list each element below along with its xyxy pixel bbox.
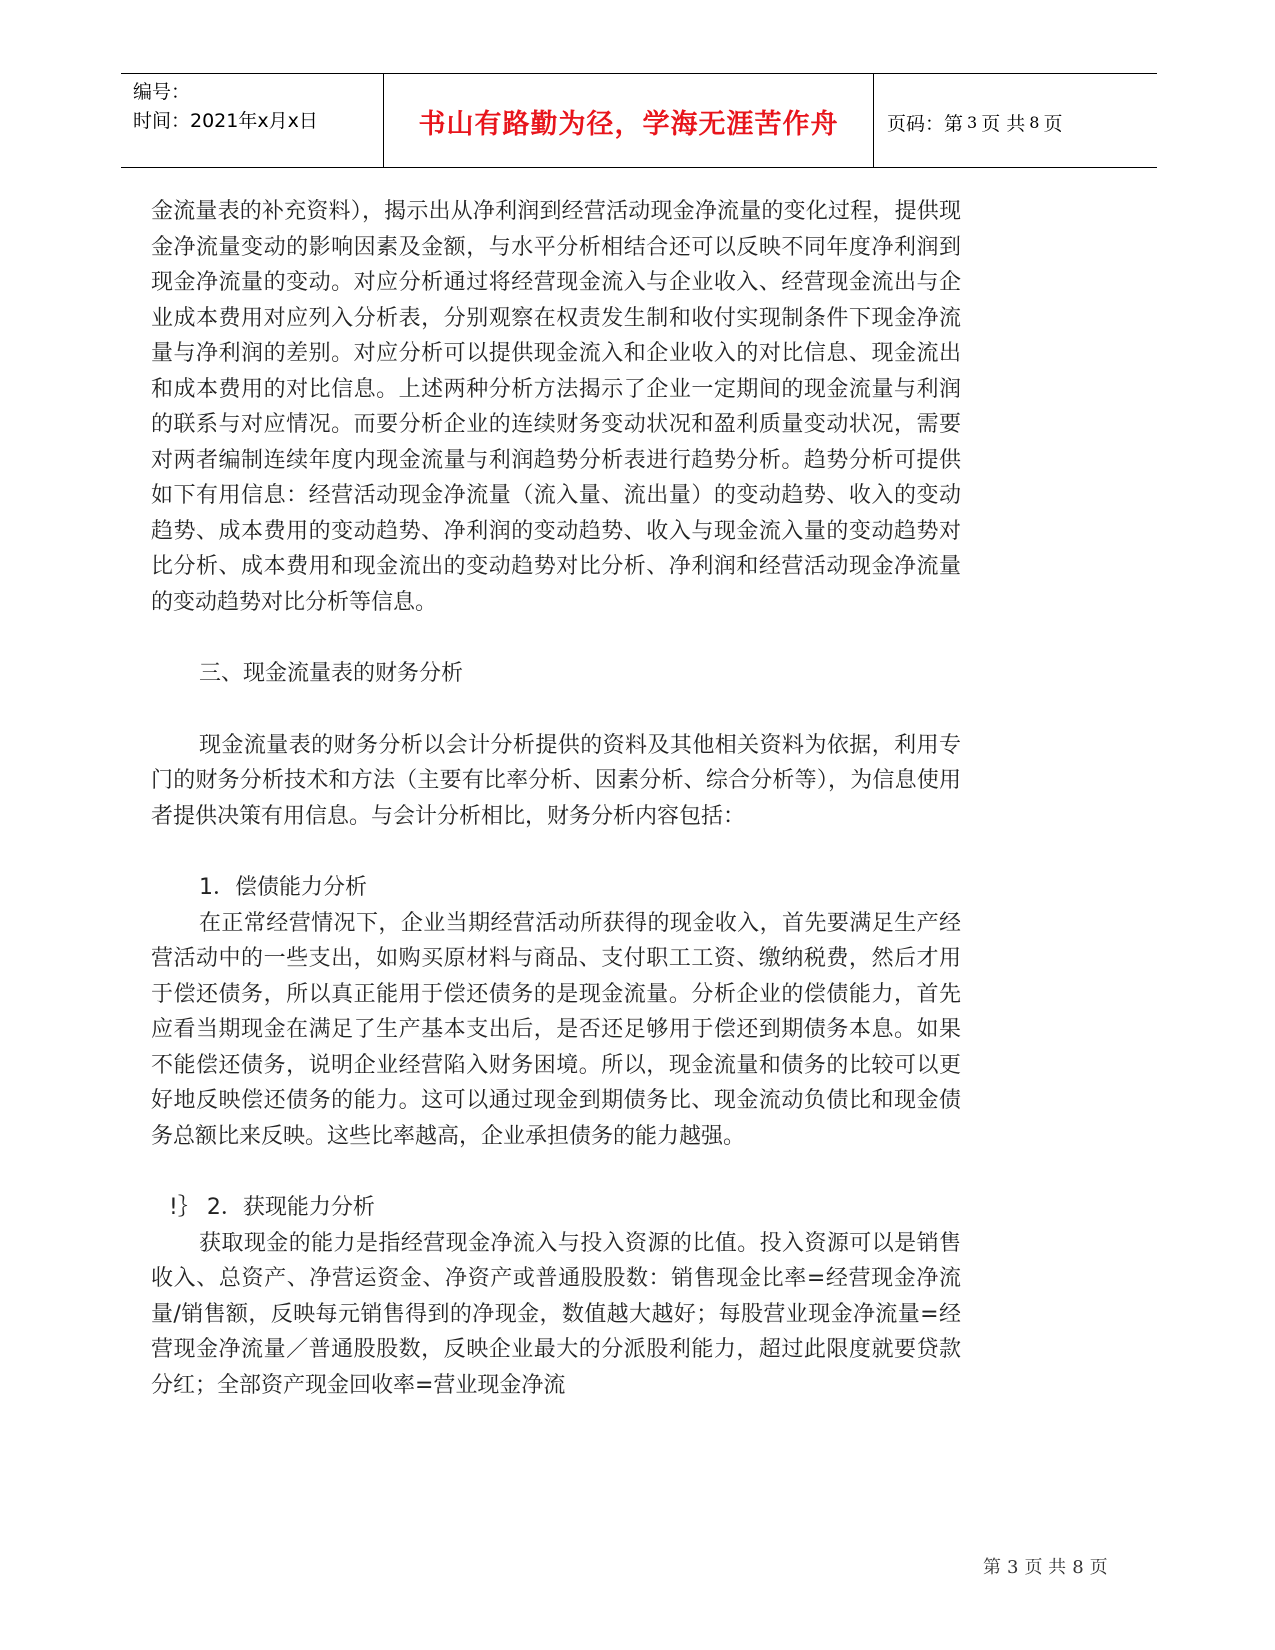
footer-suffix: 页 bbox=[1089, 1557, 1108, 1578]
header-page-mid: 页 共 bbox=[981, 113, 1026, 135]
header-page-info bbox=[874, 74, 1157, 167]
paragraph-cashflow-analysis: 金流量表的补充资料），揭示出从净利润到经营活动现金净流量的变化过程，提供现金净流量变动的影响因素及金额，与水平分析相结合还可以反映不同年度净利润到现金净流量的变动。对应分析通过将经营现金流入与企业收入、经营现金流出与企业成本费用对应列入分析表，分别观察在权责发生制和收付实现制条件下现金净流量与净利润的差别。对应分析可以提供现金流入和企业收入的对比信息、现金流出和成本费用的对比信息。上述两种分析方法揭示了企业一定期间的现金流量与利润的联系与对应情况。而要分析企业的连续财务变动状况和盈利质量变动状况，需要对两者编制连续年度内现金流量与利润趋势分析表进行趋势分析。趋势分析可提供如下有用信息：经营活动现金净流量（流入量、流出量）的变动趋势、收入的变动趋势、成本费用的变动趋势、净利润的变动趋势、收入与现金流入量的变动趋势对比分析、成本费用和现金流出的变动趋势对比分析、净利润和经营活动现金净流量的变动趋势对比分析等信息。 bbox=[151, 199, 961, 615]
stray-marker: !｝ bbox=[169, 1195, 200, 1220]
subheading-cash-acquisition-text: 2．获现能力分析 bbox=[206, 1195, 375, 1220]
footer-prefix: 第 bbox=[983, 1557, 1001, 1578]
serial-number-label: 编号： bbox=[133, 81, 191, 103]
header-meta bbox=[121, 74, 384, 167]
header-page-suffix: 页 bbox=[1043, 113, 1063, 135]
section-heading-financial-analysis: 三、现金流量表的财务分析 bbox=[199, 661, 464, 686]
header-page-total: 8 bbox=[1029, 113, 1040, 132]
document-body bbox=[151, 194, 961, 1403]
subheading-solvency: 1．偿债能力分析 bbox=[199, 875, 367, 900]
paragraph-cash-acquisition: 获取现金的能力是指经营现金净流入与投入资源的比值。投入资源可以是销售收入、总资产、净营运资金、净资产或普通股股数：销售现金比率=经营现金净流量/销售额，反映每元销售得到的净现金，数值越大越好；每股营业现金净流量=经营现金净流量／普通股股数，反映企业最大的分派股利能力，超过此限度就要贷款分红；全部资产现金回收率=营业现金净流 bbox=[151, 1230, 961, 1398]
paragraph-solvency: 在正常经营情况下，企业当期经营活动所获得的现金收入，首先要满足生产经营活动中的一些支出，如购买原材料与商品、支付职工工资、缴纳税费，然后才用于偿还债务，所以真正能用于偿还债务的是现金流量。分析企业的偿债能力，首先应看当期现金在满足了生产基本支出后，是否还足够用于偿还到期债务本息。如果不能偿还债务，说明企业经营陷入财务困境。所以，现金流量和债务的比较可以更好地反映偿还债务的能力。这可以通过现金到期债务比、现金流动负债比和现金债务总额比来反映。这些比率越高，企业承担债务的能力越强。 bbox=[151, 910, 961, 1149]
document-header bbox=[121, 73, 1157, 168]
page-footer bbox=[980, 1553, 1111, 1579]
paragraph-financial-analysis-intro: 现金流量表的财务分析以会计分析提供的资料及其他相关资料为依据，利用专门的财务分析技术和方法（主要有比率分析、因素分析、综合分析等），为信息使用者提供决策有用信息。与会计分析相比，财务分析内容包括： bbox=[151, 732, 961, 829]
footer-mid: 页 共 bbox=[1024, 1557, 1067, 1578]
header-page-current: 3 bbox=[967, 113, 978, 132]
subheading-cash-acquisition bbox=[151, 1190, 961, 1226]
footer-page-total: 8 bbox=[1072, 1557, 1084, 1578]
header-page-prefix: 页码：第 bbox=[887, 113, 964, 135]
header-motto: 书山有路勤为径，学海无涯苦作舟 bbox=[384, 74, 874, 167]
date-label: 时间：2021年x月x日 bbox=[133, 110, 318, 132]
footer-page-current: 3 bbox=[1007, 1557, 1019, 1578]
